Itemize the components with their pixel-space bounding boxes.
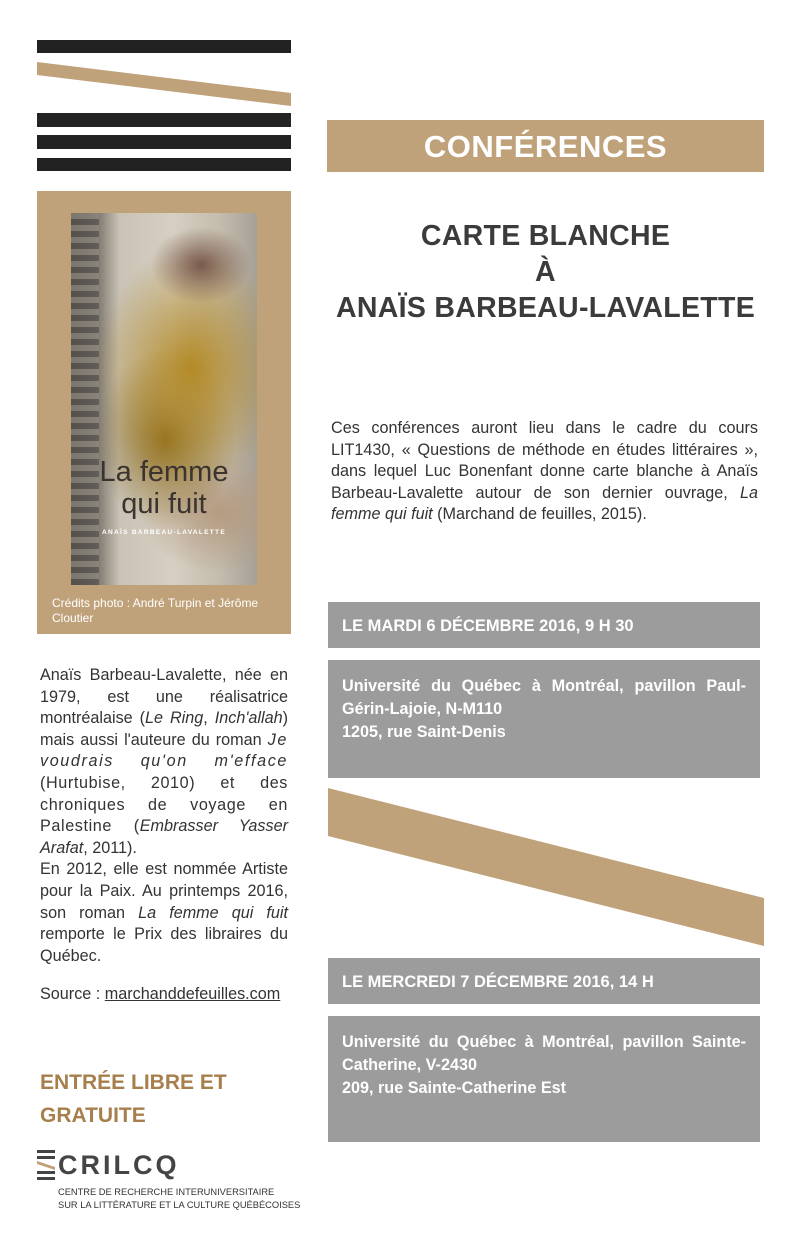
bio-paragraph-2 <box>40 859 288 967</box>
bio-text: En 2012, elle est nommée Artiste pour la Paix. Au printemps 2016, son roman <box>40 860 288 922</box>
crilcq-logo-subtitle <box>58 1186 358 1212</box>
book-cover-image <box>71 213 257 585</box>
bio-text: (Hurtubise, 2010) et des chroniques de voyage en Palestine ( <box>40 773 288 836</box>
decorative-slant-top <box>37 62 291 106</box>
session-1-location-line-1: Université du Québec à Montréal, pavillon Paul- <box>342 677 746 695</box>
logo-subtitle-line-2: SUR LA LITTÉRATURE ET LA CULTURE QUÉBÉCOISES <box>58 1200 301 1210</box>
session-1-location-line-2: Gérin-Lajoie, N-M110 <box>342 700 503 718</box>
intro-text: Ces conférences auront lieu dans le cadre du cours LIT1430, « Questions de méthode en études littéraires », dans lequel Luc Bonenfant donne carte blanche à Anaïs Barbeau-Lavalette autour de son dernier ouvrage, <box>331 419 758 502</box>
free-entry-line-2: GRATUITE <box>40 1104 146 1127</box>
session-2-location-line-1: Université du Québec à Montréal, pavillon Sainte- <box>342 1033 746 1051</box>
session-2-location-line-2: Catherine, V-2430 <box>342 1056 477 1074</box>
decorative-stripe-1 <box>37 40 291 53</box>
bio-text: Anaïs Barbeau-Lavalette, née en 1979, est une réalisatrice montréalaise ( <box>40 666 288 728</box>
photo-credits: Crédits photo : André Turpin et Jérôme Cloutier <box>52 596 259 625</box>
bio-novel-2: La femme qui fuit <box>138 903 288 922</box>
decorative-slant-middle <box>328 788 764 946</box>
decorative-stripe-2 <box>37 113 291 127</box>
crilcq-logo-name: CRILCQ <box>58 1150 180 1180</box>
book-cover-panel <box>37 191 291 634</box>
bio-text: , <box>203 709 215 728</box>
bio-novel-1: Je voudrais qu'on m'efface <box>40 730 288 771</box>
session-1-address: 1205, rue Saint-Denis <box>342 723 506 741</box>
bio-text: ) mais aussi l'auteure du roman <box>40 709 288 749</box>
intro-text-end: (Marchand de feuilles, 2015). <box>432 505 647 524</box>
source-link[interactable]: marchanddefeuilles.com <box>104 985 281 1003</box>
cover-title-line-2: qui fuit <box>121 488 207 520</box>
session-2-address: 209, rue Sainte-Catherine Est <box>342 1079 567 1097</box>
bio-paragraph-1 <box>40 665 288 859</box>
decorative-stripe-4 <box>37 158 291 171</box>
cover-title-line-1: La femme <box>99 456 229 488</box>
logo-subtitle-line-1: CENTRE DE RECHERCHE INTERUNIVERSITAIRE <box>58 1187 275 1197</box>
bio-film-2: Inch'allah <box>214 709 283 728</box>
author-biography <box>40 665 288 967</box>
decorative-stripe-3 <box>37 135 291 149</box>
source-line <box>40 985 280 1004</box>
bio-film-1: Le Ring <box>145 709 204 728</box>
intro-paragraph <box>331 418 758 526</box>
free-entry-notice <box>40 1066 300 1132</box>
event-title-line-2: À <box>535 256 556 288</box>
crilcq-logo-icon <box>37 1150 55 1180</box>
session-1-location <box>328 660 760 778</box>
cover-author: ANAÏS BARBEAU-LAVALETTE <box>102 529 226 536</box>
source-label: Source : <box>40 985 105 1003</box>
free-entry-line-1: ENTRÉE LIBRE ET <box>40 1071 227 1094</box>
intro-book-title: La femme qui fuit <box>331 483 758 524</box>
event-title-line-1: CARTE BLANCHE <box>420 220 671 252</box>
session-1-date: LE MARDI 6 DÉCEMBRE 2016, 9 H 30 <box>328 602 760 648</box>
session-2-location <box>328 1016 760 1142</box>
bio-text: remporte le Prix des libraires du Québec. <box>40 925 288 965</box>
bio-travel-book: Embrasser Yasser Arafat <box>40 817 288 857</box>
section-banner: CONFÉRENCES <box>327 120 764 172</box>
event-title-line-3: ANAÏS BARBEAU-LAVALETTE <box>335 292 756 324</box>
session-2-date: LE MERCREDI 7 DÉCEMBRE 2016, 14 H <box>328 958 760 1004</box>
bio-text: , 2011). <box>83 838 137 857</box>
